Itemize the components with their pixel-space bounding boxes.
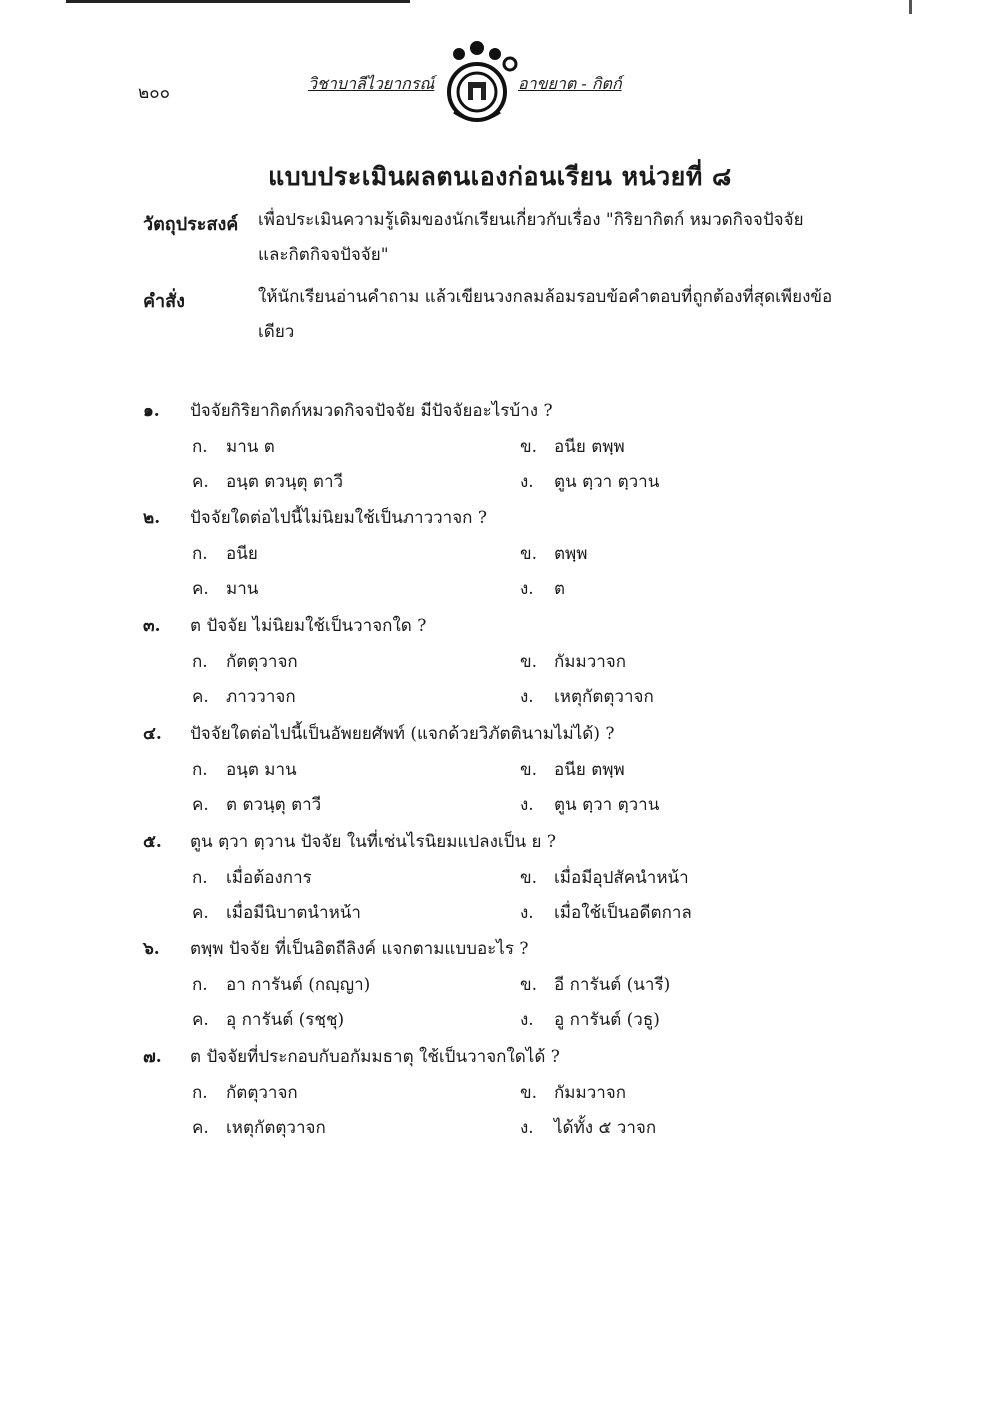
question-7 [0,1043,1000,1148]
option-a[interactable]: ก. อนีย [192,544,258,564]
question-number: ๓. [143,616,161,636]
option-c[interactable]: ค. เมื่อมีนิบาตนำหน้า [192,903,361,923]
option-c[interactable]: ค. อนฺต ตวนฺตุ ตาวี [192,472,344,492]
option-b[interactable]: ข. กัมมวาจก [520,1083,627,1103]
option-d[interactable]: ง. ตูน ตฺวา ตฺวาน [520,472,660,492]
option-c[interactable]: ค. ต ตวนฺตุ ตาวี [192,795,322,815]
question-text: ปัจจัยใดต่อไปนี้เป็นอัพยยศัพท์ (แจกด้วยวิภัตตินามไม่ได้) ? [190,724,615,744]
option-b[interactable]: ข. เมื่อมีอุปสัคนำหน้า [520,868,689,888]
question-number: ๖. [143,939,160,959]
option-a[interactable]: ก. เมื่อต้องการ [192,868,312,888]
option-c[interactable]: ค. ภาววาจก [192,687,296,707]
question-5 [0,828,1000,933]
option-c[interactable]: ค. เหตุกัตตุวาจก [192,1118,326,1138]
option-d[interactable]: ง. อู การันต์ (วธู) [520,1010,660,1030]
instruction-label: คำสั่ง [143,291,185,312]
logo-far-right-ring [504,58,516,70]
option-d[interactable]: ง. ต [520,579,566,599]
question-1 [0,397,1000,502]
question-text: ตพฺพ ปัจจัย ที่เป็นอิตถีลิงค์ แจกตามแบบอะไร ? [190,939,529,959]
instruction-text: ให้นักเรียนอ่านคำถาม แล้วเขียนวงกลมล้อมรอบข้อคำตอบที่ถูกต้องที่สุดเพียงข้อเดียว [258,287,833,342]
page-number: ๒๐๐ [138,83,170,103]
question-number: ๒. [143,508,161,528]
option-b[interactable]: ข. อี การันต์ (นารี) [520,975,671,995]
option-d[interactable]: ง. เหตุกัตตุวาจก [520,687,654,707]
option-c[interactable]: ค. อุ การันต์ (รชฺชุ) [192,1010,345,1030]
question-4 [0,720,1000,825]
scan-edge-line [66,0,410,3]
question-number: ๔. [143,724,162,744]
option-a[interactable]: ก. อา การันต์ (กญฺญา) [192,975,371,995]
question-6 [0,935,1000,1040]
objective-label: วัตถุประสงค์ [143,214,239,235]
option-b[interactable]: ข. อนีย ตพฺพ [520,760,625,780]
option-d[interactable]: ง. เมื่อใช้เป็นอดีตกาล [520,903,692,923]
option-b[interactable]: ข. กัมมวาจก [520,652,627,672]
page-title: แบบประเมินผลตนเองก่อนเรียน หน่วยที่ ๘ [268,162,732,191]
option-a[interactable]: ก. กัตตุวาจก [192,1083,298,1103]
scan-edge-mark [909,0,912,14]
question-number: ๕. [143,832,162,852]
option-d[interactable]: ง. ได้ทั้ง ๕ วาจก [520,1118,657,1138]
question-number: ๑. [143,401,160,421]
option-c[interactable]: ค. มาน [192,579,259,599]
logo-left-circle [453,48,465,60]
question-2 [0,504,1000,609]
option-a[interactable]: ก. อนฺต มาน [192,760,297,780]
question-text: ต ปัจจัยที่ประกอบกับอกัมมธาตุ ใช้เป็นวาจกใดได้ ? [190,1047,560,1067]
question-number: ๗. [143,1047,162,1067]
running-header-left: วิชาบาลีไวยากรณ์ [308,74,435,93]
option-b[interactable]: ข. ตพฺพ [520,544,588,564]
option-a[interactable]: ก. กัตตุวาจก [192,652,298,672]
question-text: ตูน ตฺวา ตฺวาน ปัจจัย ในที่เช่นไรนิยมแปลงเป็น ย ? [190,832,556,852]
logo-right-circle [489,48,501,60]
logo-top-circle [470,41,484,55]
objective-text: เพื่อประเมินความรู้เดิมของนักเรียนเกี่ยวกับเรื่อง "กิริยากิตก์ หมวดกิจจปัจจัย และกิตกิจจปัจจัย" [258,210,804,265]
running-header-right: อาขยาต - กิตก์ [518,74,622,93]
institution-logo [432,40,522,130]
question-text: ต ปัจจัย ไม่นิยมใช้เป็นวาจกใด ? [190,616,427,636]
question-text: ปัจจัยกิริยากิตก์หมวดกิจจปัจจัย มีปัจจัยอะไรบ้าง ? [190,401,553,421]
option-d[interactable]: ง. ตูน ตฺวา ตฺวาน [520,795,660,815]
option-a[interactable]: ก. มาน ต [192,437,275,457]
question-3 [0,612,1000,717]
question-text: ปัจจัยใดต่อไปนี้ไม่นิยมใช้เป็นภาววาจก ? [190,508,487,528]
option-b[interactable]: ข. อนีย ตพฺพ [520,437,625,457]
